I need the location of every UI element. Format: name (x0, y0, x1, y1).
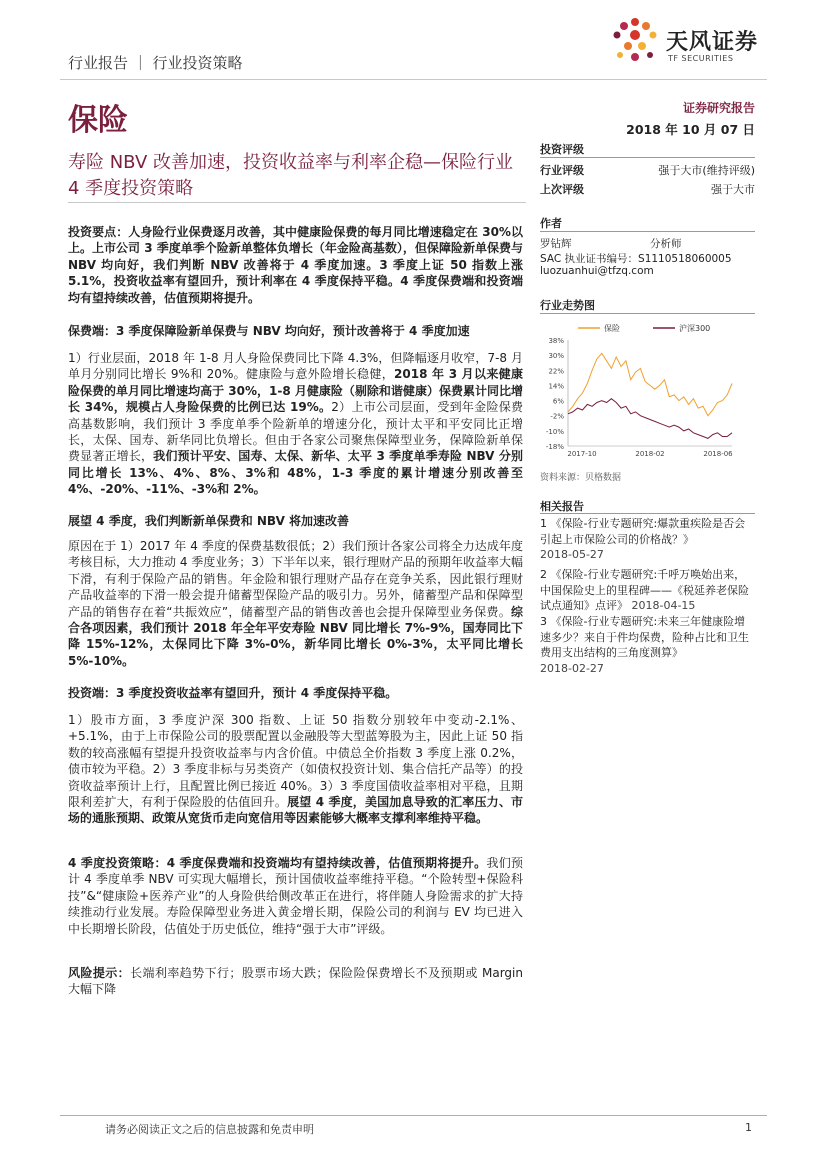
x-tick-label: 2018-02 (635, 450, 665, 458)
strategy-paragraph (68, 855, 523, 937)
related-title[interactable]: 2 《保险-行业专题研究:千呼万唤始出来，中国保险史上的里程碑——《税延养老保险试点通知》点评》 (540, 568, 749, 613)
section-investment-head: 投资端：3 季度投资收益率有望回升，预计 4 季度保持平稳。 (68, 686, 398, 700)
logo-text-cn: 天风证券 (666, 30, 759, 55)
rating-row-industry (540, 162, 755, 178)
section-premium-head: 保费端：3 季度保障险新单保费与 NBV 均向好，预计改善将于 4 季度加速 (68, 324, 470, 338)
analyst-sac: SAC 执业证书编号：S1110518060005 (540, 253, 732, 265)
page-number: 1 (745, 1121, 752, 1134)
key-points-paragraph (68, 224, 523, 306)
related-item[interactable] (540, 614, 756, 676)
report-category: 行业报告 ｜ 行业投资策略 (68, 54, 243, 72)
analyst-email[interactable]: luozuanhui@tfzq.com (540, 265, 654, 277)
rating-head: 投资评级 (540, 143, 584, 156)
logo-text-en: TF SECURITIES (668, 54, 734, 63)
footer-divider (60, 1115, 767, 1116)
y-tick-label: 22% (548, 367, 564, 376)
legend-label: 沪深300 (679, 324, 711, 333)
chart-head: 行业走势图 (540, 299, 595, 312)
related-date: 2018-02-27 (540, 661, 604, 675)
legend-label: 保险 (604, 324, 620, 333)
rating-divider (540, 157, 755, 158)
related-title[interactable]: 1 《保险-行业专题研究:爆款重疾险是否会引起上市保险公司的价格战？》 (540, 517, 746, 546)
related-head: 相关报告 (540, 500, 584, 513)
y-tick-label: -2% (550, 412, 564, 421)
para-text: 长端利率趋势下行；股票市场大跌；保险险保费增长不及预期或 Margin 大幅下降 (68, 966, 523, 997)
rating-value: 强于大市 (711, 183, 755, 196)
series-line-hs300 (568, 399, 732, 439)
report-date: 2018 年 10 月 07 日 (626, 122, 755, 137)
y-tick-label: -18% (545, 443, 564, 451)
para-bold: 展望 4 季度，美国加息导致的汇率压力、市场的通胀预期、政策从宽货币走向宽信用等因素能够大概率支撑利率维持平稳。 (68, 795, 523, 826)
para-text: 我们预计 4 季度单季 NBV 可实现大幅增长，预计国债收益率维持平稳。“个险转型+保险科技”&“健康险+医养产业”的人身险供给侧改革正在进行，将伴随人身险需求的扩大持续推动行业发展。寿险保障型业务进入黄金增长期，保险公司的利润与 EV 均已进入中长期增长阶段，估值处于历史低位，维持“强于大市”评级。 (68, 856, 523, 936)
y-tick-label: 38% (548, 337, 564, 345)
chart-source: 资料来源：贝格数据 (540, 473, 622, 483)
para-text: 1）股市方面，3 季度沪深 300 指数、上证 50 指数分别较年中变动-2.1%、+5.1%，由于上市保险公司的股票配置以金融股等大型蓝筹股为主，因此上证 50 指数的较高涨幅有望提升投资收益率与内含价值。中债总全价指数 3 季度上涨 0.2%，债市较为平稳。2）3 季度非标与另类资产（如债权投资计划、集合信托产品等）的投资收益率预计上行，且配置比例已接近 40%。3）3 季度国债收益率相对平稳，且期限利差扩大，有利于保险股的估值回升。 (68, 713, 523, 810)
x-tick-label: 2018-06 (703, 450, 733, 458)
related-item[interactable] (540, 516, 756, 563)
para-bold: 4 季度投资策略：4 季度保费端和投资端均有望持续改善，估值预期将提升。 (68, 856, 487, 870)
para-text: 1）行业层面，2018 年 1-8 月人身险保费同比下降 4.3%，但降幅逐月收窄，7-8 月单月分别同比增长 9%和 20%。健康险与意外险增长稳健， (68, 351, 523, 382)
title-divider (68, 202, 526, 203)
rating-row-previous (540, 181, 755, 197)
para-bold: 风险提示： (68, 966, 131, 980)
related-item[interactable] (540, 567, 756, 614)
rating-label: 行业评级 (540, 164, 584, 177)
y-tick-label: 30% (548, 352, 564, 361)
para-bold: 我们预计平安、国寿、太保、新华、太平 3 季度单季寿险 NBV 分别同比增长 13%、4%、8%、3%和 48%，1-3 季度的累计增速分别改善至 4%、-20%、-11%、-3%和 2%。 (68, 449, 523, 497)
related-title[interactable]: 3 《保险-行业专题研究:未来三年健康险增速多少？来自于件均保费，险种占比和卫生费用支出结构的三角度测算》 (540, 615, 749, 660)
sector-title: 保险 (68, 103, 128, 138)
para-text: 原因在于 1）2017 年 4 季度的保费基数很低；2）我们预计各家公司将全力达成年度考核目标，大力推动 4 季度业务；3）下半年以来，银行理财产品的预期年收益率大幅下滑，有利于保险产品的销售。年金险和银行理财产品存在竞争关系，因此银行理财产品收益率的下滑一般会提升储蓄型保险产品的吸引力。另外，储蓄型产品和保障型产品的销售存在着“共振效应”，储蓄型产品的销售改善也会提升保障型业务保费。 (68, 539, 523, 619)
author-divider (540, 231, 755, 232)
y-tick-label: -10% (545, 427, 564, 436)
analyst-role: 分析师 (650, 238, 682, 250)
header-divider (60, 79, 767, 80)
para-bold: 综合各项因素，我们预计 2018 年全年平安寿险 NBV 同比增长 7%-9%，国寿同比下降 15%-12%，太保同比下降 3%-0%，新华同比增长 0%-3%，太平同比增长 5%-10%。 (68, 604, 523, 668)
author-head: 作者 (540, 217, 562, 230)
report-type: 证券研究报告 (682, 101, 755, 115)
chart-divider (540, 313, 755, 314)
footer-notice: 请务必阅读正文之后的信息披露和免责申明 (105, 1123, 314, 1136)
para-text: 2）上市公司层面，受到年金险保费高基数影响，我们预计 3 季度单季个险新单的增速分化，预计太平和平安同比正增长，太保、国寿、新华同比负增长。但由于各家公司聚焦保障型业务，保障险新单保费显著正增长， (68, 400, 523, 464)
y-tick-label: 6% (552, 397, 564, 406)
industry-trend-chart (540, 318, 755, 468)
key-points-text: 投资要点：人身险行业保费逐月改善，其中健康险保费的每月同比增速稳定在 30%以上。上市公司 3 季度单季个险新单整体负增长（年金险高基数），但保障险新单保费与 NBV 均向好，我们判断 NBV 改善将于 4 季度加速。3 季度上证 50 指数上涨 5.1%，投资收益率有望回升，预计利率在 4 季度保持平稳。4 季度保费端和投资端均有望持续改善，估值预期将提升。 (68, 225, 523, 305)
related-date: 2018-05-27 (540, 548, 604, 562)
y-tick-label: 14% (548, 382, 564, 391)
related-date: 2018-04-15 (631, 599, 696, 613)
investment-paragraph (68, 712, 523, 827)
tf-logo-icon (608, 16, 662, 70)
analyst-name: 罗钻辉 (540, 238, 572, 250)
section-outlook-head: 展望 4 季度，我们判断新单保费和 NBV 将加速改善 (68, 514, 350, 528)
risk-paragraph (68, 965, 523, 998)
premium-paragraph (68, 350, 523, 498)
rating-value: 强于大市(维持评级) (658, 164, 755, 177)
x-tick-label: 2017-10 (567, 450, 597, 458)
related-divider (540, 513, 755, 514)
outlook-paragraph (68, 538, 523, 669)
rating-label: 上次评级 (540, 183, 584, 196)
main-title: 寿险 NBV 改善加速，投资收益率与利率企稳—保险行业 4 季度投资策略 (68, 152, 514, 199)
para-bold: 2018 年 3 月以来健康险保费的单月同比增速均高于 30%，1-8 月健康险（剔除和谐健康）保费累计同比增长 34%，规模占人身险保费的比例已达 19%。 (68, 367, 523, 415)
